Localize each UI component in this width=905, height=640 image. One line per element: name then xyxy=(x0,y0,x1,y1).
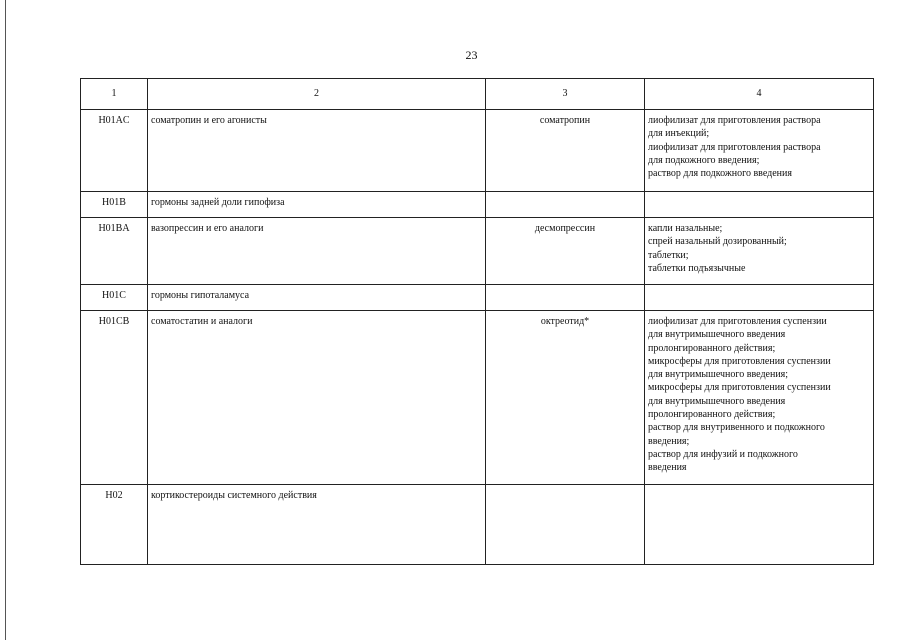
dosage-forms-cell: капли назальные; спрей назальный дозированный; таблетки; таблетки подъязычные xyxy=(645,218,874,285)
header-cell-4: 4 xyxy=(645,79,874,110)
header-cell-3: 3 xyxy=(486,79,645,110)
group-name-cell: гормоны гипоталамуса xyxy=(148,285,486,311)
table-row xyxy=(81,192,874,218)
dosage-forms-cell xyxy=(645,192,874,218)
group-name-cell: кортикостероиды системного действия xyxy=(148,485,486,565)
table-row xyxy=(81,485,874,565)
atc-code-cell: H02 xyxy=(81,485,148,565)
header-cell-2: 2 xyxy=(148,79,486,110)
dosage-forms-cell: лиофилизат для приготовления раствора для инъекций; лиофилизат для приготовления раствора для подкожного введения; раствор для подкожного введения xyxy=(645,110,874,192)
group-name-cell: соматостатин и аналоги xyxy=(148,311,486,485)
inn-cell xyxy=(486,192,645,218)
inn-cell: соматропин xyxy=(486,110,645,192)
table-header-row xyxy=(81,79,874,110)
group-name-cell: гормоны задней доли гипофиза xyxy=(148,192,486,218)
dosage-forms-cell xyxy=(645,285,874,311)
group-name-cell: соматропин и его агонисты xyxy=(148,110,486,192)
group-name-cell: вазопрессин и его аналоги xyxy=(148,218,486,285)
atc-code-cell: H01C xyxy=(81,285,148,311)
inn-cell xyxy=(486,285,645,311)
inn-cell: октреотид* xyxy=(486,311,645,485)
atc-code-cell: H01AC xyxy=(81,110,148,192)
atc-code-cell: H01BA xyxy=(81,218,148,285)
table-row xyxy=(81,218,874,285)
dosage-forms-cell xyxy=(645,485,874,565)
page-number: 23 xyxy=(465,48,478,62)
header-cell-1: 1 xyxy=(81,79,148,110)
table-row xyxy=(81,110,874,192)
table-row xyxy=(81,285,874,311)
inn-cell xyxy=(486,485,645,565)
atc-code-cell: H01B xyxy=(81,192,148,218)
table-row xyxy=(81,311,874,485)
inn-cell: десмопрессин xyxy=(486,218,645,285)
page-left-edge xyxy=(5,0,6,640)
atc-code-cell: H01CB xyxy=(81,311,148,485)
dosage-forms-cell: лиофилизат для приготовления суспензии для внутримышечного введения пролонгированного действия; микросферы для приготовления суспензии для внутримышечного введения; микросферы для приготовления суспензии для внутримышечного введения пролонгированного действия; раствор для внутривенного и подкожного введения; раствор для инфузий и подкожного введения xyxy=(645,311,874,485)
medicines-table xyxy=(80,78,874,565)
